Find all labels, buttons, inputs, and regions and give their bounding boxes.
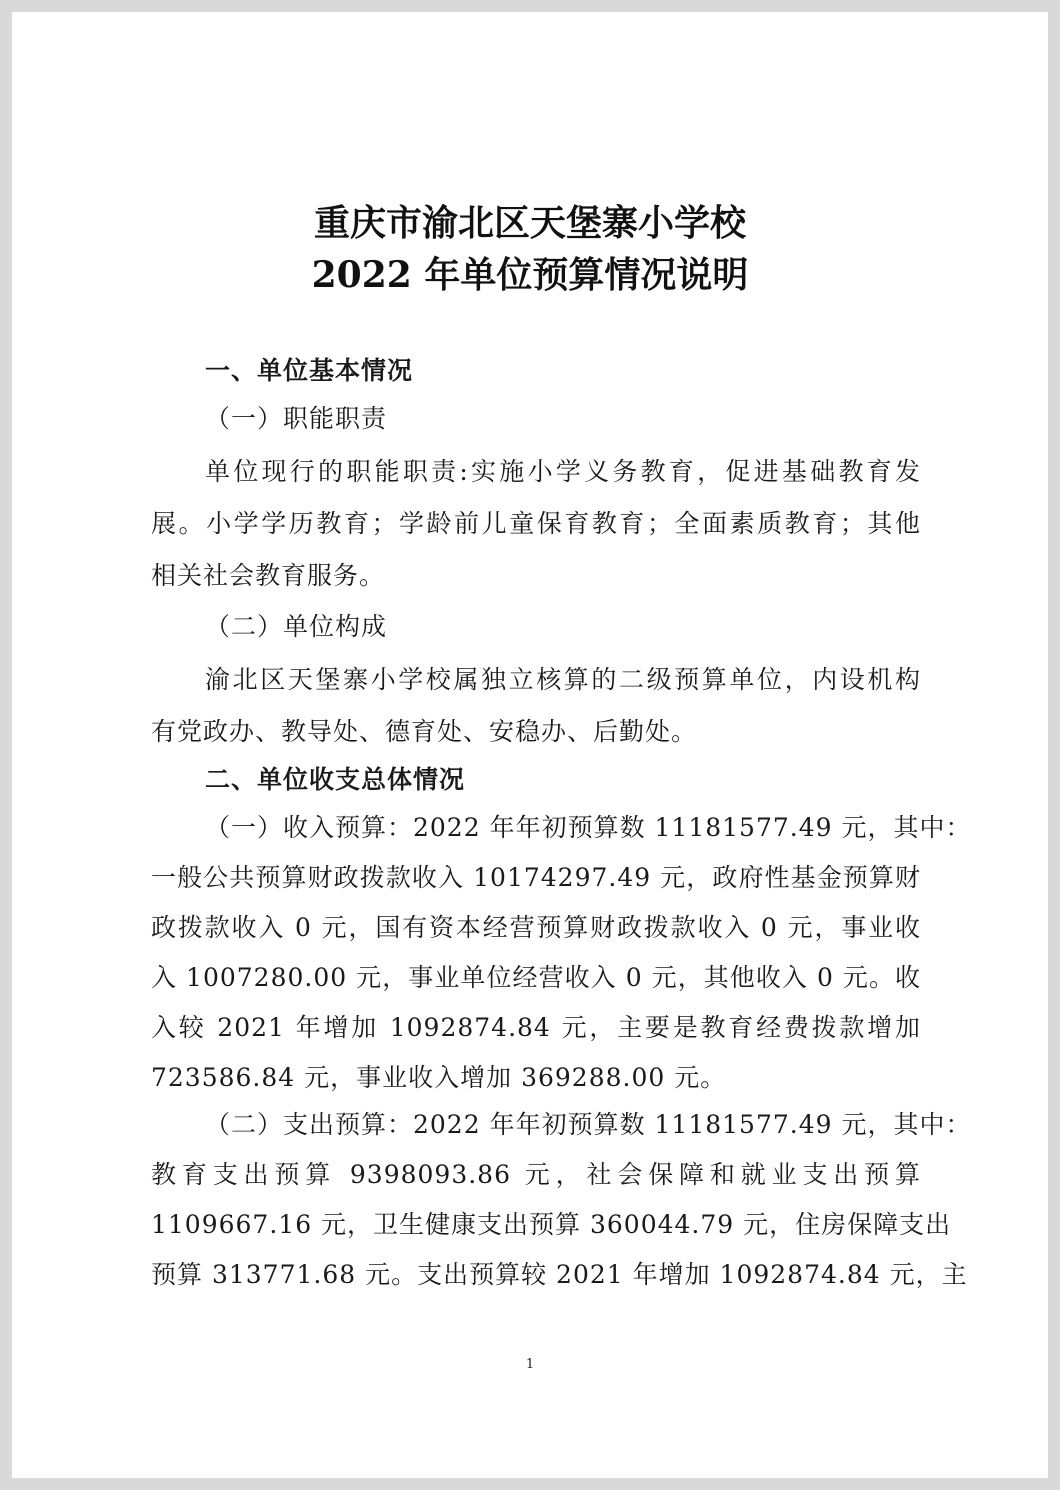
- document-page: [12, 12, 1048, 1478]
- paragraph-line: （一）收入预算：2022 年年初预算数 11181577.49 元，其中：: [205, 813, 972, 842]
- paragraph-line: 入 1007280.00 元，事业单位经营收入 0 元，其他收入 0 元。收: [151, 963, 921, 992]
- section-heading-revenue-expenditure: 二、单位收支总体情况: [205, 765, 466, 794]
- paragraph-line: 一般公共预算财政拨款收入 10174297.49 元，政府性基金预算财: [151, 863, 921, 892]
- page-number: 1: [525, 1357, 535, 1372]
- subsection-heading-structure: （二）单位构成: [205, 612, 388, 641]
- document-title-line-2: 2022 年单位预算情况说明: [311, 254, 749, 296]
- paragraph-line: 预算 313771.68 元。支出预算较 2021 年增加 1092874.84 元，主: [151, 1260, 968, 1289]
- paragraph-line: 渝北区天堡寨小学校属独立核算的二级预算单位，内设机构: [205, 665, 921, 694]
- paragraph-line: 政拨款收入 0 元，国有资本经营预算财政拨款收入 0 元，事业收: [151, 913, 921, 942]
- paragraph-line: 723586.84 元，事业收入增加 369288.00 元。: [151, 1063, 727, 1092]
- paragraph-line: 入较 2021 年增加 1092874.84 元，主要是教育经费拨款增加: [151, 1013, 921, 1042]
- subsection-heading-duties: （一）职能职责: [205, 404, 388, 433]
- paragraph-line: 教育支出预算 9398093.86 元，社会保障和就业支出预算: [151, 1160, 921, 1189]
- paragraph-line: 相关社会教育服务。: [151, 561, 386, 590]
- paragraph-line: 展。小学学历教育；学龄前儿童保育教育；全面素质教育；其他: [151, 509, 921, 538]
- section-heading-basic-info: 一、单位基本情况: [205, 356, 414, 385]
- document-title-line-1: 重庆市渝北区天堡寨小学校: [313, 202, 746, 244]
- paragraph-line: 有党政办、教导处、德育处、安稳办、后勤处。: [151, 717, 698, 746]
- paragraph-line: （二）支出预算：2022 年年初预算数 11181577.49 元，其中：: [205, 1110, 972, 1139]
- paragraph-line: 1109667.16 元，卫生健康支出预算 360044.79 元，住房保障支出: [151, 1210, 952, 1239]
- paragraph-line: 单位现行的职能职责:实施小学义务教育，促进基础教育发: [205, 457, 921, 486]
